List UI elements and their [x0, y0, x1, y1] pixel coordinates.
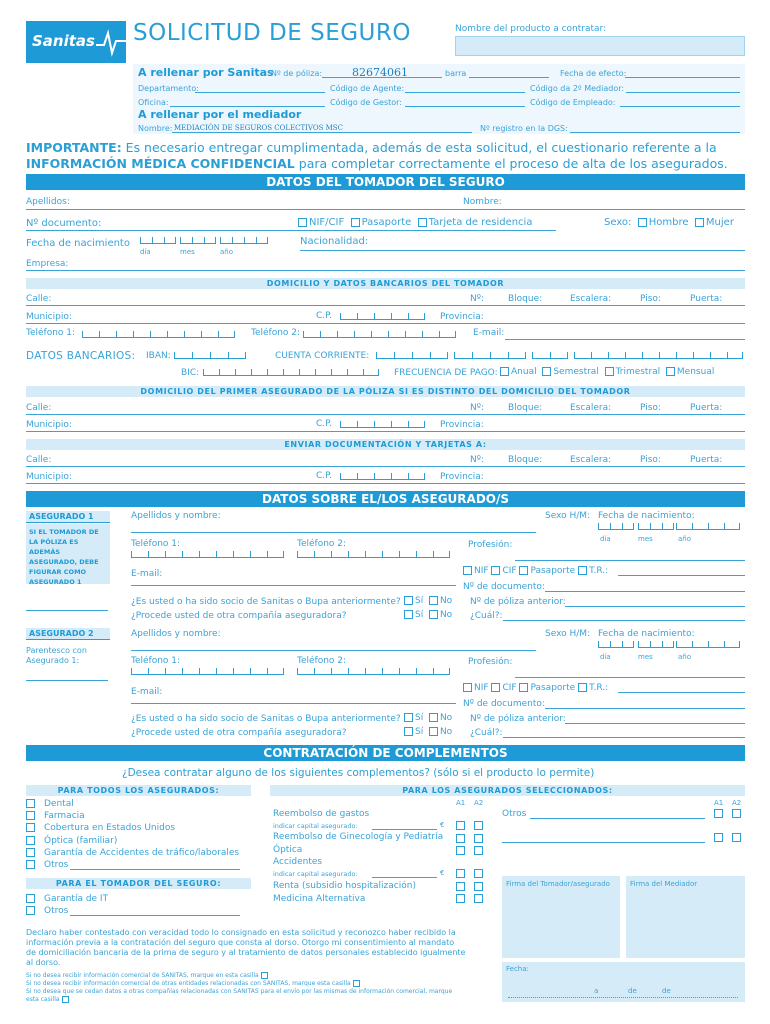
medicina-a2-checkbox[interactable]	[474, 894, 483, 903]
indicar-capital-2: indicar capital asegurado:	[273, 870, 358, 878]
important-line1	[26, 140, 717, 155]
a2-doc-options	[463, 683, 608, 693]
fecha-box[interactable]	[502, 962, 745, 1002]
asegurado1-tag	[26, 511, 110, 523]
opt2-checkbox[interactable]	[353, 980, 360, 987]
enviar-subhead: ENVIAR DOCUMENTACIÓN Y TARJETAS A:	[26, 439, 745, 450]
frecuencia-label: FRECUENCIA DE PAGO:	[394, 368, 498, 378]
otros-sel-label: Otros	[502, 809, 527, 819]
hombre-label: Hombre	[648, 217, 689, 228]
datos-bancarios-label: DATOS BANCARIOS:	[26, 350, 136, 362]
iban-boxes[interactable]	[174, 352, 254, 361]
mes-label: mes	[180, 248, 195, 256]
escalera-label: Escalera:	[570, 294, 612, 304]
a2-cif-checkbox[interactable]	[491, 683, 500, 692]
a1-num-documento-label: Nº de documento:	[463, 582, 545, 592]
domicilio-asegurado-subhead: DOMICILIO DEL PRIMER ASEGURADO DE LA PÓLIZA SI ES DISTINTO DEL DOMICILIO DEL TOMADOR	[26, 386, 745, 397]
a2-col-label: A2	[474, 799, 484, 807]
dia-label: día	[140, 248, 151, 256]
gine-a1-checkbox[interactable]	[456, 834, 465, 843]
fecha-de1: de	[628, 987, 637, 995]
accidentes-a1-checkbox[interactable]	[456, 869, 465, 878]
a2-socio-si-checkbox[interactable]	[404, 713, 413, 722]
semestral-label: Semestral	[553, 367, 599, 377]
a1-anio: año	[678, 535, 692, 543]
otros-todos-checkbox[interactable]	[26, 860, 35, 869]
a2-procede-si-checkbox[interactable]	[404, 727, 413, 736]
a2-procede-si-label: Sí	[415, 727, 424, 737]
asegurados-bar: DATOS SOBRE EL/LOS ASEGURADO/S	[26, 491, 745, 507]
important-bold: INFORMACIÓN MÉDICA CONFIDENCIAL	[26, 156, 295, 171]
a1-tr-label: T.R.:	[589, 566, 609, 576]
otros-tomador-label: Otros	[44, 906, 69, 916]
important-text2: para completar correctamente el proceso de alta de los asegurados.	[294, 156, 728, 171]
optica-a2-checkbox[interactable]	[474, 846, 483, 855]
a1-doc-options	[463, 566, 608, 576]
a2-procede-options	[404, 727, 452, 737]
cp-boxes-3[interactable]	[340, 473, 430, 482]
garantia-it-checkbox[interactable]	[26, 894, 35, 903]
escalera-label-2: Escalera:	[570, 403, 612, 413]
mensual-checkbox[interactable]	[666, 367, 675, 376]
asegurado2-note: Parentesco con Asegurado 1:	[26, 646, 87, 665]
email-label: E-mail:	[473, 328, 505, 338]
municipio-label: Municipio:	[26, 312, 72, 322]
cuenta-corriente-label: CUENTA CORRIENTE:	[275, 351, 370, 361]
otros1-a2-checkbox[interactable]	[732, 809, 741, 818]
a1-pasaporte-label: Pasaporte	[530, 566, 576, 576]
accidentes-trafico-checkbox[interactable]	[26, 848, 35, 857]
asegurado1-note: SI EL TOMADOR DE LA PÓLIZA ES ADEMÁS ASEGURADO, DEBE FIGURAR COMO ASEGURADO 1	[26, 524, 110, 584]
a1-poliza-anterior-label: Nº de póliza anterior:	[470, 597, 566, 607]
escalera-label-3: Escalera:	[570, 455, 612, 465]
fecha-de2: de	[662, 987, 671, 995]
a2-pasaporte-checkbox[interactable]	[519, 683, 528, 692]
cp-boxes[interactable]	[340, 313, 430, 322]
accidentes-a2-checkbox[interactable]	[474, 869, 483, 878]
anio-label: año	[220, 248, 234, 256]
a2-socio-no-checkbox[interactable]	[429, 713, 438, 722]
fecha-efecto-label: Fecha de efecto:	[560, 69, 627, 78]
bloque-label: Bloque:	[508, 294, 543, 304]
cp-boxes-2[interactable]	[340, 421, 430, 430]
telefono1-boxes[interactable]	[82, 331, 242, 340]
calle-label: Calle:	[26, 294, 52, 304]
product-input[interactable]	[455, 36, 745, 56]
a1-procede-si-checkbox[interactable]	[404, 610, 413, 619]
firma-mediador-box[interactable]	[626, 876, 745, 958]
a2-nif-label: NIF	[474, 683, 489, 693]
trimestral-checkbox[interactable]	[605, 367, 614, 376]
medicina-label: Medicina Alternativa	[273, 894, 366, 904]
nif-cif-label: NIF/CIF	[309, 217, 345, 228]
a1-cual-label: ¿Cuál?:	[470, 611, 503, 621]
a1-procede-question: ¿Procede usted de otra compañía aseguradora?	[131, 611, 347, 621]
municipio-label-2: Municipio:	[26, 420, 72, 430]
euro-1: €	[440, 821, 445, 829]
pasaporte-label: Pasaporte	[361, 217, 412, 228]
a2-tr-checkbox[interactable]	[578, 683, 587, 692]
a2-tr-label: T.R.:	[589, 683, 609, 693]
eeuu-checkbox[interactable]	[26, 823, 35, 832]
a2-sexo-label: Sexo H/M:	[545, 629, 591, 639]
otros2-a1-checkbox[interactable]	[714, 833, 723, 842]
farmacia-checkbox[interactable]	[26, 811, 35, 820]
puerta-label: Puerta:	[690, 294, 723, 304]
tarjeta-residencia-label: Tarjeta de residencia	[428, 217, 533, 228]
important-line2	[26, 156, 728, 171]
renta-label: Renta (subsidio hospitalización)	[273, 881, 416, 891]
telefono2-boxes[interactable]	[303, 331, 463, 340]
codigo-gestor-label: Código de Gestor:	[330, 98, 403, 107]
a2-socio-si-label: Sí	[415, 713, 424, 723]
sexo-label: Sexo:	[604, 217, 632, 228]
a2-tel1-boxes[interactable]	[131, 668, 291, 677]
empresa-label: Empresa:	[26, 259, 69, 269]
a2-apellidos-label: Apellidos y nombre:	[131, 629, 221, 639]
logo-text: Sanitas	[32, 32, 95, 50]
cuenta-corriente-boxes[interactable]	[376, 352, 746, 361]
indicar-capital-1: indicar capital asegurado:	[273, 822, 358, 830]
a2-procede-question: ¿Procede usted de otra compañía aseguradora?	[131, 728, 347, 738]
garantia-it-label: Garantía de IT	[44, 894, 109, 904]
nacionalidad-label: Nacionalidad:	[300, 236, 369, 247]
sanitas-logo	[26, 21, 126, 63]
opt1-text: Si no desea recibir información comercial de SANITAS, marque en esta casilla	[26, 972, 259, 979]
a2-anio: año	[678, 653, 692, 661]
tarjeta-residencia-checkbox[interactable]	[418, 218, 427, 227]
mediador-nombre-value[interactable]: MEDIACIÓN DE SEGUROS COLECTIVOS MSC	[174, 124, 343, 132]
opt3-checkbox[interactable]	[62, 996, 69, 1003]
fecha-nacimiento-label: Fecha de nacimiento	[26, 238, 130, 249]
hombre-checkbox[interactable]	[638, 218, 647, 227]
accidentes-trafico-label: Garantía de Accidentes de tráfico/laborales	[44, 848, 240, 858]
a2-email-label: E-mail:	[131, 687, 163, 697]
optica-label: Óptica	[273, 845, 303, 855]
asegurado2-tag-label: ASEGURADO 2	[29, 629, 94, 638]
complementos-bar: CONTRATACIÓN DE COMPLEMENTOS	[26, 745, 745, 761]
domicilio-subhead: DOMICILIO Y DATOS BANCARIOS DEL TOMADOR	[26, 278, 745, 289]
piso-label-2: Piso:	[640, 403, 661, 413]
doc-options	[298, 217, 532, 228]
page-title: SOLICITUD DE SEGURO	[133, 20, 411, 46]
dental-label: Dental	[44, 799, 74, 809]
poliza-label: Nº de póliza:	[271, 69, 323, 78]
tomador-head: PARA EL TOMADOR DEL SEGURO:	[26, 878, 251, 889]
a2-tel2-label: Teléfono 2:	[297, 656, 347, 666]
departamento-label: Departamento:	[138, 84, 199, 93]
a2-socio-question: ¿Es usted o ha sido socio de Sanitas o Bupa anteriormente?	[131, 714, 401, 724]
optica-familiar-label: Óptica (familiar)	[44, 836, 118, 846]
a1-procede-options	[404, 610, 452, 620]
a1-tel1-boxes[interactable]	[131, 551, 291, 560]
eeuu-label: Cobertura en Estados Unidos	[44, 823, 176, 833]
provincia-label-2: Provincia:	[440, 420, 484, 430]
telefono1-label: Teléfono 1:	[26, 328, 76, 338]
trimestral-label: Trimestral	[615, 367, 661, 377]
a2-procede-no-label: No	[439, 727, 453, 737]
renta-a2-checkbox[interactable]	[474, 882, 483, 891]
provincia-label: Provincia:	[440, 312, 484, 322]
bloque-label-2: Bloque:	[508, 403, 543, 413]
opt2-text: Si no desea recibir información comercial de otras entidades relacionadas con SANITAS, marque esta casilla	[26, 980, 351, 987]
registro-dgs-label: Nº registro en la DGS:	[480, 124, 568, 133]
provincia-label-3: Provincia:	[440, 472, 484, 482]
a2-procede-no-checkbox[interactable]	[429, 727, 438, 736]
otros2-a2-checkbox[interactable]	[732, 833, 741, 842]
iban-label: IBAN:	[146, 351, 171, 361]
seleccionados-head: PARA LOS ASEGURADOS SELECCIONADOS:	[270, 785, 745, 796]
cp-label-2: C.P.	[316, 419, 333, 429]
a2-socio-no-label: No	[439, 713, 453, 723]
oficina-label: Oficina:	[138, 98, 169, 107]
a1-sexo-label: Sexo H/M:	[545, 511, 591, 521]
a2-mes: mes	[638, 653, 653, 661]
reembolso-a2-checkbox[interactable]	[474, 821, 483, 830]
puerta-label-2: Puerta:	[690, 403, 723, 413]
a2-nif-checkbox[interactable]	[463, 683, 472, 692]
gine-a2-checkbox[interactable]	[474, 834, 483, 843]
opt1-row	[26, 972, 496, 980]
a2-fecha-label: Fecha de nacimiento:	[598, 629, 695, 639]
mujer-checkbox[interactable]	[695, 218, 704, 227]
a1-fecha-boxes[interactable]	[598, 523, 743, 533]
a1-dia: día	[600, 535, 611, 543]
a1-cif-checkbox[interactable]	[491, 566, 500, 575]
a1-procede-si-label: Sí	[415, 610, 424, 620]
a1-email-label: E-mail:	[131, 569, 163, 579]
reembolso-a1-checkbox[interactable]	[456, 821, 465, 830]
dental-checkbox[interactable]	[26, 799, 35, 808]
anual-checkbox[interactable]	[500, 367, 509, 376]
poliza-value[interactable]: 82674061	[352, 66, 408, 79]
frecuencia-options	[500, 367, 714, 377]
otros-tomador-checkbox[interactable]	[26, 906, 35, 915]
product-label: Nombre del producto a contratar:	[455, 24, 607, 34]
a1-socio-si-checkbox[interactable]	[404, 596, 413, 605]
a1-nif-label: NIF	[474, 566, 489, 576]
a2-dia: día	[600, 653, 611, 661]
opt1-checkbox[interactable]	[261, 972, 268, 979]
documento-label: Nº documento:	[26, 218, 102, 229]
semestral-checkbox[interactable]	[542, 367, 551, 376]
telefono2-label: Teléfono 2:	[251, 328, 301, 338]
a1-profesion-label: Profesión:	[468, 540, 513, 550]
a1-mes: mes	[638, 535, 653, 543]
bic-boxes[interactable]	[203, 369, 388, 378]
asegurado2-tag	[26, 628, 110, 640]
mediador-heading: A rellenar por el mediador	[138, 108, 302, 121]
mensual-label: Mensual	[676, 367, 715, 377]
a1-socio-si-label: Sí	[415, 596, 424, 606]
mujer-label: Mujer	[705, 217, 734, 228]
asegurado1-tag-label: ASEGURADO 1	[29, 512, 94, 521]
codigo-empleado-label: Código de Empleado:	[530, 98, 616, 107]
a2-num-documento-label: Nº de documento:	[463, 699, 545, 709]
calle-label-3: Calle:	[26, 455, 52, 465]
firma-tomador-box[interactable]	[502, 876, 620, 958]
barra-label: barra	[445, 69, 467, 78]
nombre-label: Nombre:	[463, 197, 502, 207]
piso-label-3: Piso:	[640, 455, 661, 465]
renta-a1-checkbox[interactable]	[456, 882, 465, 891]
anual-label: Anual	[511, 367, 537, 377]
a1-nif-checkbox[interactable]	[463, 566, 472, 575]
a1-tel2-label: Teléfono 2:	[297, 539, 347, 549]
a1-apellidos-label: Apellidos y nombre:	[131, 511, 221, 521]
bic-label: BIC:	[181, 368, 200, 378]
a2-tel1-label: Teléfono 1:	[131, 656, 181, 666]
a2-pasaporte-label: Pasaporte	[530, 683, 576, 693]
sexo-group	[604, 217, 734, 228]
sanitas-block-heading: A rellenar por Sanitas	[138, 66, 274, 79]
num-label-2: Nº:	[470, 403, 485, 413]
tomador-bar: DATOS DEL TOMADOR DEL SEGURO	[26, 174, 745, 190]
opt3-text: Si no desea que se cedan datos a otras compañías relacionadas con SANITAS para el envío por las mismas de información comercial, marque esta casilla	[26, 988, 453, 1003]
optica-familiar-checkbox[interactable]	[26, 836, 35, 845]
nif-cif-checkbox[interactable]	[298, 218, 307, 227]
apellidos-label: Apellidos:	[26, 197, 70, 207]
a1-procede-no-label: No	[439, 610, 453, 620]
a1-socio-question: ¿Es usted o ha sido socio de Sanitas o Bupa anteriormente?	[131, 597, 401, 607]
complementos-question: ¿Desea contratar alguno de los siguientes complementos? (sólo si el producto lo permite)	[122, 767, 595, 779]
accidentes-label: Accidentes	[273, 857, 323, 867]
otros1-a1-checkbox[interactable]	[714, 809, 723, 818]
a1-socio-no-label: No	[439, 596, 453, 606]
firma-tomador-label: Firma del Tomador/asegurado	[506, 880, 610, 888]
a2-poliza-anterior-label: Nº de póliza anterior:	[470, 714, 566, 724]
num-label: Nº:	[470, 294, 485, 304]
opt3-row	[26, 988, 466, 1004]
a2-col-label-right: A2	[732, 799, 742, 807]
opt2-row	[26, 980, 496, 988]
firma-mediador-label: Firma del Mediador	[630, 880, 698, 888]
calle-label-2: Calle:	[26, 403, 52, 413]
fecha-nacimiento-boxes[interactable]	[140, 237, 295, 247]
a1-socio-no-checkbox[interactable]	[429, 596, 438, 605]
farmacia-label: Farmacia	[44, 811, 85, 821]
a2-socio-options	[404, 713, 452, 723]
medicina-a1-checkbox[interactable]	[456, 894, 465, 903]
bloque-label-3: Bloque:	[508, 455, 543, 465]
important-lead: IMPORTANTE:	[26, 140, 122, 155]
a1-socio-options	[404, 596, 452, 606]
num-label-3: Nº:	[470, 455, 485, 465]
declaro-text: Declaro haber contestado con veracidad todo lo consignado en esta solicitud y reconozco haber recibido la información previa a la contratación del seguro que consta al dorso. Otorgo mi consentimiento al mandato de domiciliación bancaria de la prima de seguro y al tratamiento de datos personales establecido igualmente al dorso.	[26, 928, 466, 967]
municipio-label-3: Municipio:	[26, 472, 72, 482]
codigo-2-mediador-label: Código da 2º Mediador:	[530, 84, 625, 93]
cp-label: C.P.	[316, 311, 333, 321]
cp-label-3: C.P.	[316, 471, 333, 481]
a2-fecha-boxes[interactable]	[598, 641, 743, 651]
a1-pasaporte-checkbox[interactable]	[519, 566, 528, 575]
a1-tel2-boxes[interactable]	[297, 551, 457, 560]
a2-cual-label: ¿Cuál?:	[470, 728, 503, 738]
a1-tr-checkbox[interactable]	[578, 566, 587, 575]
a1-cif-label: CIF	[502, 566, 517, 576]
a1-col-label-right: A1	[714, 799, 724, 807]
a2-tel2-boxes[interactable]	[297, 668, 457, 677]
a1-fecha-label: Fecha de nacimiento:	[598, 511, 695, 521]
mediador-nombre-label: Nombre:	[138, 124, 173, 133]
fecha-label: Fecha:	[506, 965, 529, 973]
puerta-label-3: Puerta:	[690, 455, 723, 465]
important-text1: Es necesario entregar cumplimentada, además de esta solicitud, el cuestionario referente a la	[121, 140, 717, 155]
fecha-a: a	[594, 987, 599, 995]
heartbeat-icon	[96, 27, 126, 57]
euro-2: €	[440, 869, 445, 877]
piso-label: Piso:	[640, 294, 661, 304]
todos-head: PARA TODOS LOS ASEGURADOS:	[26, 785, 251, 796]
pasaporte-checkbox[interactable]	[351, 218, 360, 227]
reembolso-gine-label: Reembolso de Ginecología y Pediatría	[273, 832, 444, 842]
a2-profesion-label: Profesión:	[468, 657, 513, 667]
optica-a1-checkbox[interactable]	[456, 846, 465, 855]
a1-tel1-label: Teléfono 1:	[131, 539, 181, 549]
a1-procede-no-checkbox[interactable]	[429, 610, 438, 619]
codigo-agente-label: Código de Agente:	[330, 84, 405, 93]
a2-cif-label: CIF	[502, 683, 517, 693]
reembolso-gastos-label: Reembolso de gastos	[273, 809, 370, 819]
a1-col-label: A1	[456, 799, 466, 807]
otros-todos-label: Otros	[44, 860, 69, 870]
